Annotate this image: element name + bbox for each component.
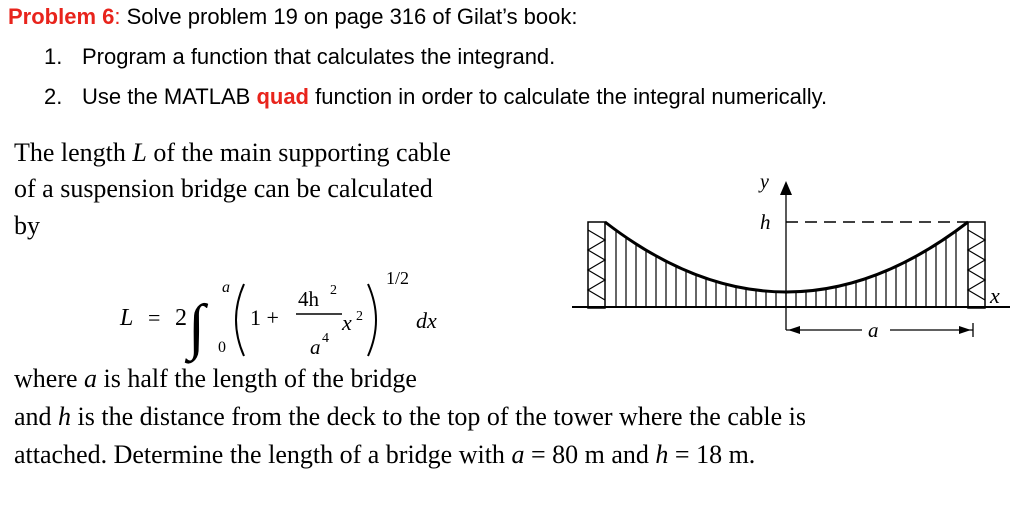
formula-coefficient: 2 [175, 305, 187, 331]
y-axis-label: y [760, 171, 769, 193]
formula-numerator: 4h [298, 287, 319, 311]
book-text-line [14, 440, 755, 470]
step-text: Program a function that calculates the integrand. [82, 44, 556, 69]
left-paren [236, 284, 244, 356]
integral-lower-limit: 0 [218, 339, 226, 356]
book-text: The length [14, 138, 133, 167]
formula-one-plus: 1 + [250, 305, 279, 330]
integral-upper-limit: a [222, 279, 230, 296]
step-number: 2. [44, 84, 63, 109]
step-item [44, 44, 555, 70]
book-text: is the distance from the deck to the top of the tower where the cable is [71, 402, 807, 431]
step-number: 1. [44, 44, 63, 69]
height-label: h [760, 210, 771, 234]
integral-formula [110, 262, 450, 367]
book-text: = [524, 440, 553, 469]
left-tower-bracing [588, 230, 605, 300]
formula-equals: = [148, 305, 161, 330]
book-text-line: of a suspension bridge can be calculated [14, 174, 433, 203]
formula-denominator: a [310, 335, 321, 359]
integral-sign: ∫ [188, 293, 205, 361]
y-axis-arrow-icon [780, 181, 792, 195]
dimension-right-arrow-icon [959, 326, 971, 334]
book-text-line [14, 138, 451, 168]
book-variable: h [655, 440, 669, 469]
book-variable: a [84, 364, 98, 393]
book-text: where [14, 364, 85, 393]
step-item [44, 84, 827, 110]
book-text-line: by [14, 211, 40, 240]
x-axis-label: x [990, 283, 1000, 308]
book-value: 18 m. [696, 440, 756, 469]
book-text: and [604, 440, 656, 469]
problem-colon: : [114, 4, 121, 29]
book-text: and [14, 402, 59, 431]
book-text: of the main supporting cable [146, 138, 451, 167]
book-variable: h [58, 402, 72, 431]
dimension-left-arrow-icon [788, 326, 800, 334]
formula-x-exponent: 2 [356, 309, 363, 324]
book-text: = [668, 440, 697, 469]
book-variable: a [511, 440, 525, 469]
book-value: 80 m [552, 440, 605, 469]
book-text: attached. Determine the length of a bridge with [14, 440, 512, 469]
formula-lhs: L [120, 305, 134, 331]
step-text-after: function in order to calculate the integral numerically. [309, 84, 828, 109]
book-text: is half the length of the bridge [97, 364, 417, 393]
suspension-bridge-diagram [566, 165, 1021, 365]
right-tower-bracing [968, 230, 985, 300]
problem-label: Problem 6 [8, 4, 115, 29]
right-paren [368, 284, 376, 356]
problem-header [8, 4, 578, 30]
book-text-line [14, 402, 806, 432]
book-text-line [14, 364, 417, 394]
formula-numerator-exponent: 2 [330, 283, 337, 298]
formula-outer-exponent: 1/2 [386, 268, 410, 288]
step-text-before: Use the MATLAB [82, 84, 257, 109]
formula-denominator-exponent: 4 [322, 331, 329, 346]
book-variable: L [132, 138, 147, 167]
formula-x-term: x [342, 310, 352, 335]
formula-dx: dx [416, 308, 437, 333]
problem-text: Solve problem 19 on page 316 of Gilat’s book: [120, 4, 578, 29]
half-length-label: a [868, 318, 879, 342]
step-keyword: quad [256, 84, 309, 109]
